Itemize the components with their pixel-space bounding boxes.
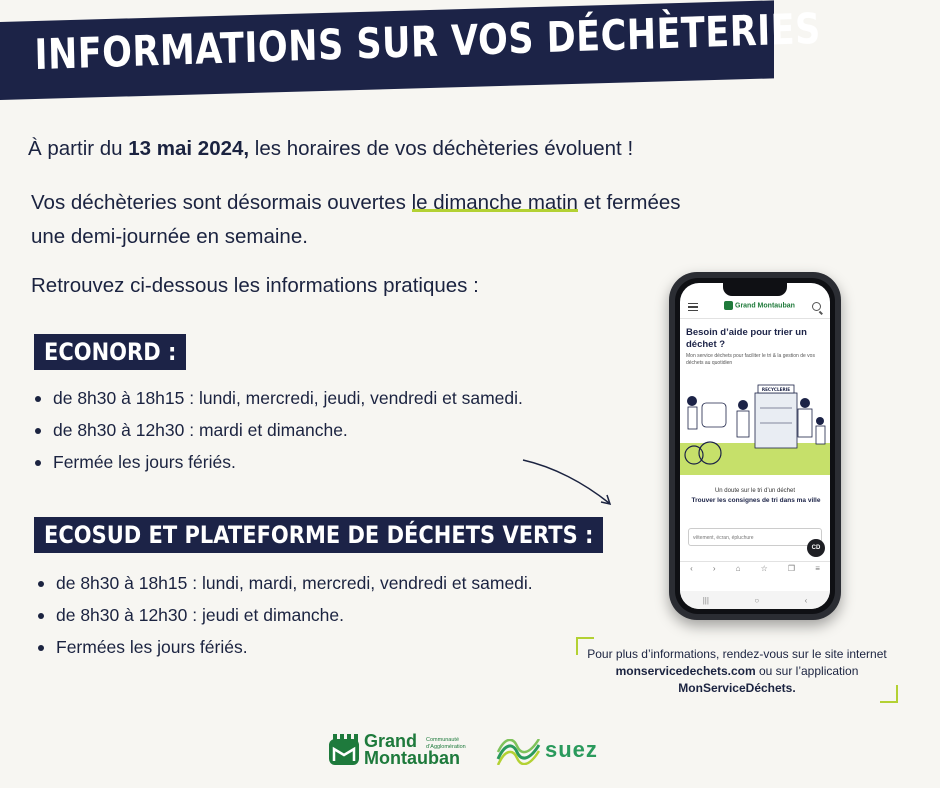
search-icon[interactable] [812,302,821,311]
home-circle-icon[interactable]: ○ [754,595,760,605]
opening-paragraph [31,186,831,254]
gm-name-line2: Montauban [364,748,460,768]
gm-name-line1: Grand [364,731,418,751]
app-subtext: Mon service déchets pour faciliter le tri & la gestion de vos déchets au quotidien [686,353,815,366]
ecosud-hours-list [35,567,533,663]
find-instructions: Trouver les consignes de tri dans ma ville [691,497,821,504]
menu-icon[interactable] [688,303,698,311]
info-line2: ou sur l’application [755,664,859,678]
gm-sub-line1: Communauté [426,737,460,743]
recent-apps-icon[interactable]: ||| [702,595,709,605]
intro-suffix: les horaires de vos déchèteries évoluent ! [249,137,634,160]
para-highlight: le dimanche matin [411,191,578,214]
para-part1: Vos déchèteries sont désormais ouvertes [31,191,412,214]
logo-mark-icon [724,301,733,310]
list-item: de 8h30 à 18h15 : lundi, mardi, mercredi, vendredi et samedi. [35,567,533,599]
list-item: Fermée les jours fériés. [32,446,523,478]
suez-wave-icon [495,739,543,765]
intro-date: 13 mai 2024, [128,137,250,160]
curved-arrow-icon [519,455,619,515]
back-icon[interactable]: ‹ [690,564,693,573]
app-logo [724,301,795,310]
system-nav-bar [680,591,830,609]
info-line1: Pour plus d’informations, rendez-vous sur le site internet [587,647,887,661]
star-icon[interactable]: ☆ [760,564,768,573]
grand-montauban-subtitle [426,737,466,750]
econord-hours-list [32,382,523,478]
app-name: MonServiceDéchets. [678,681,796,695]
system-back-icon[interactable]: ‹ [804,595,808,605]
more-icon[interactable]: ≡ [815,564,820,573]
cd-button[interactable]: CD [807,539,825,557]
ecosud-tag [34,517,603,553]
para-line2: une demi-journée en semaine. [31,225,308,248]
intro-line [28,137,633,161]
phone-notch [723,283,787,296]
browser-nav-bar [680,561,830,575]
list-item: de 8h30 à 18h15 : lundi, mercredi, jeudi, vendredi et samedi. [32,382,523,414]
app-logo-text: Grand Montauban [735,302,795,310]
recyclerie-sign: RECYCLERIE [761,387,791,392]
ecosud-tag-label: ECOSUD ET PLATEFORME DE DÉCHETS VERTS : [44,521,594,549]
phone-screen [680,283,830,609]
intro-prefix: À partir du [28,137,129,160]
recycling-illustration [680,383,830,475]
phone-mockup [669,272,841,620]
econord-tag [34,334,186,370]
para-part2: et fermées [577,191,681,214]
grand-montauban-mark-icon [328,733,360,767]
app-heading: Besoin d’aide pour trier un déchet ? [686,327,807,350]
suez-name: suez [545,737,598,762]
page-title: INFORMATIONS SUR VOS DÉCHÈTERIES [34,5,822,80]
more-info-box [576,637,898,703]
more-info-text [576,646,898,697]
list-item: de 8h30 à 12h30 : mardi et dimanche. [32,414,523,446]
home-icon[interactable]: ⌂ [735,564,741,573]
sort-question: Un doute sur le tri d’un déchet [714,488,796,494]
waste-search-input[interactable]: vêtement, écran, épluchure [688,528,822,546]
list-item: de 8h30 à 12h30 : jeudi et dimanche. [35,599,533,631]
econord-tag-label: ECONORD : [44,338,177,366]
forward-icon[interactable]: › [712,564,716,573]
app-header [680,297,830,319]
gm-sub-line2: d’Agglomération [426,743,466,750]
tabs-icon[interactable]: ❐ [787,564,796,573]
website-link[interactable]: monservicedechets.com [615,664,756,678]
practical-intro: Retrouvez ci-dessous les informations pratiques : [31,274,479,297]
list-item: Fermées les jours fériés. [35,631,533,663]
